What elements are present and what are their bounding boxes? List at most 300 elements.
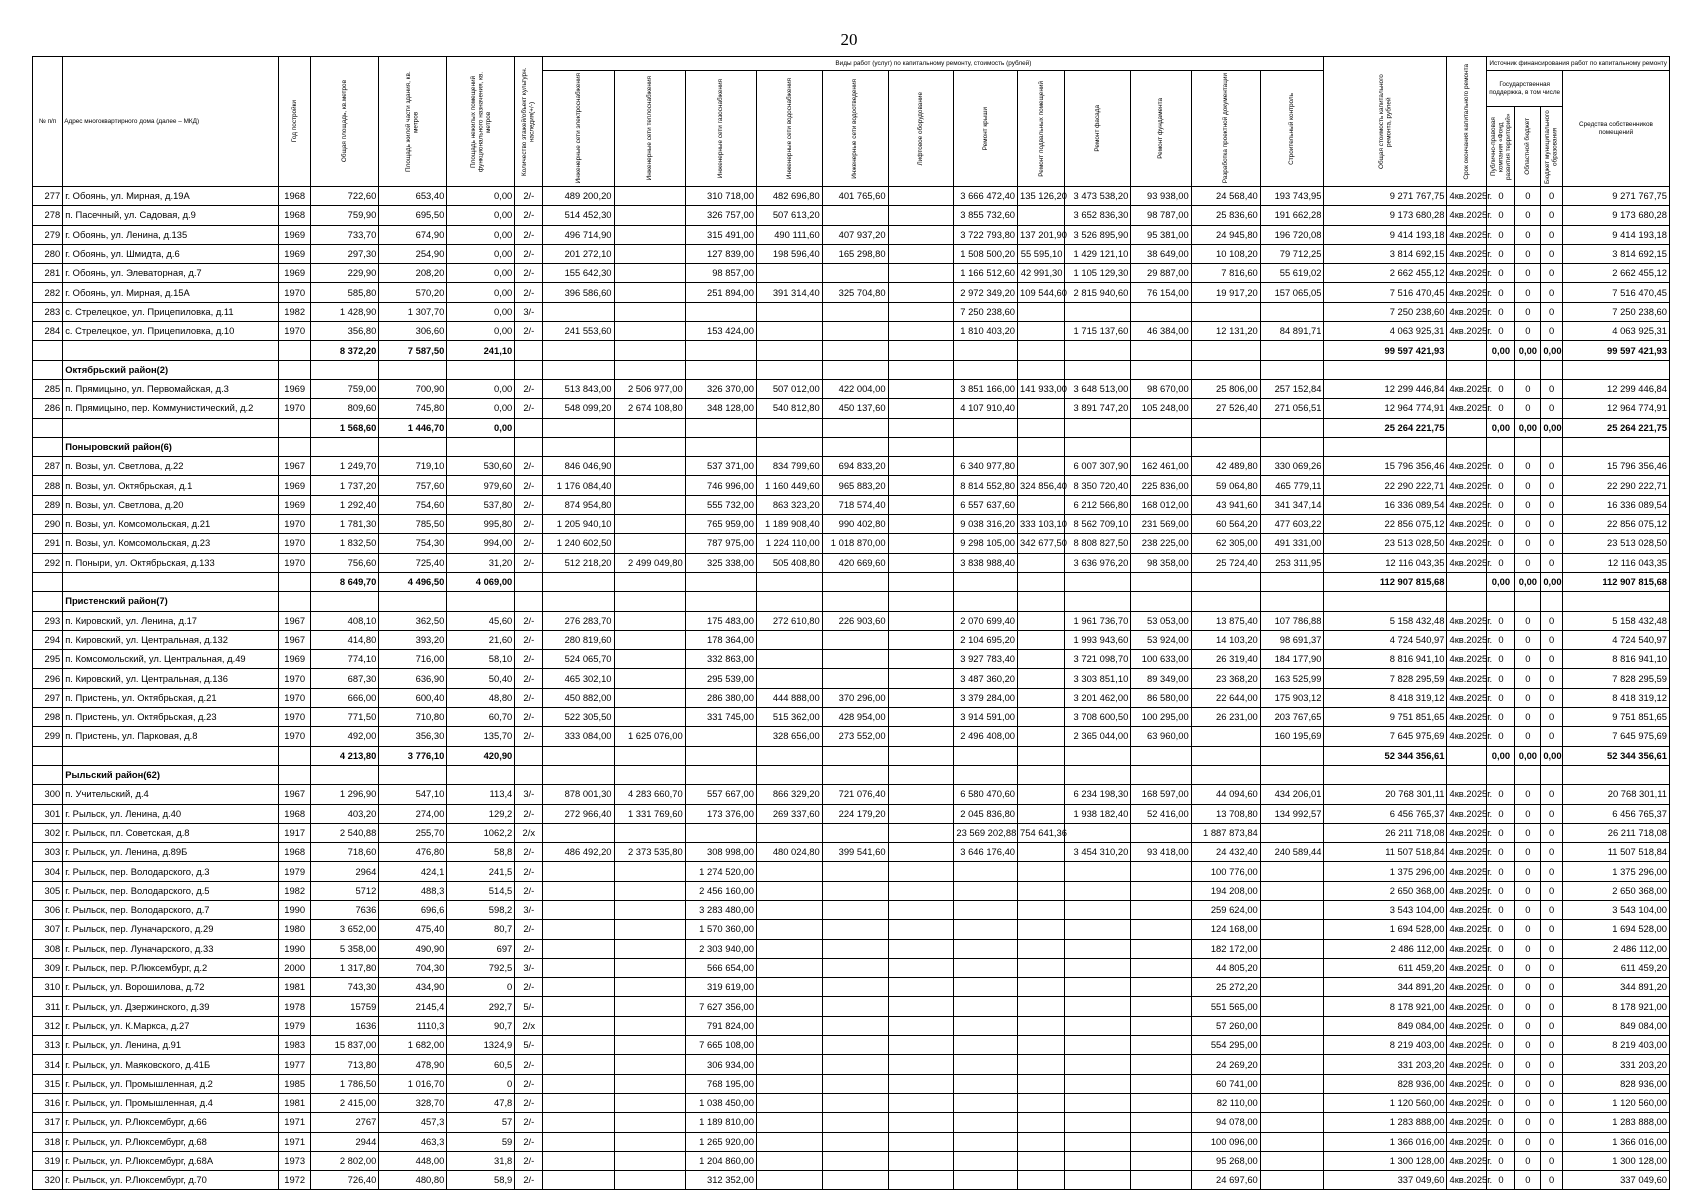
- cell-no: 316: [33, 1093, 63, 1112]
- cell-w11: 62 305,00: [1191, 534, 1260, 553]
- table-row: [33, 843, 1670, 862]
- cell-addr: г. Обоянь, ул. Мирная, д.15А: [63, 283, 279, 302]
- cell-w2: [614, 823, 685, 842]
- cell-w8: [1018, 958, 1065, 977]
- cell-fl: 2/-: [515, 862, 543, 881]
- cell-w11: 24 432,40: [1191, 843, 1260, 862]
- cell-f2: 0: [1515, 553, 1541, 572]
- cell-f3: 0,00: [1541, 572, 1563, 591]
- cell-addr: г. Рыльск, пер. Володарского, д.7: [63, 900, 279, 919]
- cell-fl: 2/-: [515, 515, 543, 534]
- cell-w2: 2 506 977,00: [614, 379, 685, 398]
- cell-la: 1 682,00: [379, 1036, 447, 1055]
- cell-w11: 44 094,60: [1191, 785, 1260, 804]
- cell-term: 4кв.2025г.: [1447, 630, 1487, 649]
- cell-ta: 356,80: [311, 322, 379, 341]
- cell-w9: 3 303 851,10: [1065, 669, 1131, 688]
- cell-la: 4 496,50: [379, 572, 447, 591]
- cell-w7: 1 166 512,60: [954, 264, 1018, 283]
- cell-empty: [279, 360, 311, 379]
- cell-w3: 348 128,00: [685, 399, 756, 418]
- cell-w4: [756, 264, 822, 283]
- header-w2: Инженерные сети теплоснабжения: [614, 71, 685, 187]
- cell-na: 995,80: [447, 515, 515, 534]
- cell-w3: [685, 302, 756, 321]
- cell-w11: 27 526,40: [1191, 399, 1260, 418]
- cell-w6: [888, 997, 954, 1016]
- cell-w4: [756, 978, 822, 997]
- cell-addr: г. Рыльск, ул. Р.Люксембург, д.70: [63, 1171, 279, 1190]
- cell-w5: [822, 1016, 888, 1035]
- cell-w10: [1131, 862, 1191, 881]
- cell-w11: 26 231,00: [1191, 708, 1260, 727]
- header-w1: Инженерные сети электроснабжения: [543, 71, 614, 187]
- cell-w6: [888, 572, 954, 591]
- cell-na: 58,10: [447, 650, 515, 669]
- cell-w1: 878 001,30: [543, 785, 614, 804]
- cell-w7: 9 298 105,00: [954, 534, 1018, 553]
- cell-term: [1447, 418, 1487, 437]
- cell-empty: [822, 592, 888, 611]
- cell-w8: 754 641,36: [1018, 823, 1065, 842]
- cell-w11: 23 368,20: [1191, 669, 1260, 688]
- cell-w12: [1260, 341, 1324, 360]
- cell-la: 696,6: [379, 900, 447, 919]
- cell-w2: [614, 1016, 685, 1035]
- cell-w8: [1018, 939, 1065, 958]
- cell-total: 7 250 238,60: [1324, 302, 1447, 321]
- cell-f2: 0: [1515, 900, 1541, 919]
- cell-w10: [1131, 1055, 1191, 1074]
- district-header-row: [33, 437, 1670, 456]
- cell-w8: [1018, 727, 1065, 746]
- cell-w5: 420 669,60: [822, 553, 888, 572]
- cell-na: 80,7: [447, 920, 515, 939]
- cell-term: [1447, 746, 1487, 765]
- cell-w10: [1131, 978, 1191, 997]
- cell-empty: [756, 437, 822, 456]
- cell-w1: [543, 823, 614, 842]
- cell-no: 287: [33, 457, 63, 476]
- cell-empty: [1541, 765, 1563, 784]
- cell-w9: [1065, 900, 1131, 919]
- cell-w12: [1260, 1055, 1324, 1074]
- cell-total: 1 375 296,00: [1324, 862, 1447, 881]
- cell-total: 9 414 193,18: [1324, 225, 1447, 244]
- cell-empty: [543, 765, 614, 784]
- cell-own: 3 543 104,00: [1562, 900, 1669, 919]
- cell-w6: [888, 1036, 954, 1055]
- cell-no: 283: [33, 302, 63, 321]
- cell-w4: 515 362,00: [756, 708, 822, 727]
- cell-own: 344 891,20: [1562, 978, 1669, 997]
- cell-w4: [756, 1036, 822, 1055]
- cell-empty: [1541, 360, 1563, 379]
- cell-w1: 396 586,60: [543, 283, 614, 302]
- cell-w7: 2 045 836,80: [954, 804, 1018, 823]
- cell-w6: [888, 264, 954, 283]
- cell-w5: [822, 920, 888, 939]
- cell-w6: [888, 302, 954, 321]
- page-number: 20: [840, 30, 858, 49]
- cell-f3: 0: [1541, 379, 1563, 398]
- cell-w3: [685, 727, 756, 746]
- cell-w9: [1065, 939, 1131, 958]
- cell-na: 979,60: [447, 476, 515, 495]
- cell-w7: [954, 1151, 1018, 1170]
- cell-ta: 1 737,20: [311, 476, 379, 495]
- cell-ta: 15 837,00: [311, 1036, 379, 1055]
- cell-la: 725,40: [379, 553, 447, 572]
- cell-w2: [614, 1132, 685, 1151]
- cell-w1: 512 218,20: [543, 553, 614, 572]
- cell-f3: 0: [1541, 1171, 1563, 1190]
- cell-term: 4кв.2025г.: [1447, 1171, 1487, 1190]
- cell-own: 611 459,20: [1562, 958, 1669, 977]
- cell-w7: 3 855 732,60: [954, 206, 1018, 225]
- cell-w10: [1131, 1113, 1191, 1132]
- cell-w12: 84 891,71: [1260, 322, 1324, 341]
- cell-f1: 0: [1487, 399, 1515, 418]
- cell-empty: [614, 765, 685, 784]
- cell-w5: [822, 1113, 888, 1132]
- cell-no: 290: [33, 515, 63, 534]
- cell-ta: 1 781,30: [311, 515, 379, 534]
- cell-w4: [756, 920, 822, 939]
- cell-w10: 98 670,00: [1131, 379, 1191, 398]
- cell-w6: [888, 881, 954, 900]
- cell-total: 1 694 528,00: [1324, 920, 1447, 939]
- cell-w3: 765 959,00: [685, 515, 756, 534]
- cell-w1: [543, 418, 614, 437]
- cell-w2: [614, 997, 685, 1016]
- cell-w5: [822, 939, 888, 958]
- cell-fl: 2/-: [515, 978, 543, 997]
- cell-addr: с. Стрелецкое, ул. Прицепиловка, д.11: [63, 302, 279, 321]
- cell-w1: 280 819,60: [543, 630, 614, 649]
- cell-ta: 733,70: [311, 225, 379, 244]
- cell-addr: п. Прямицыно, ул. Первомайская, д.3: [63, 379, 279, 398]
- cell-la: 600,40: [379, 688, 447, 707]
- cell-f1: 0: [1487, 1151, 1515, 1170]
- cell-empty: [33, 592, 63, 611]
- cell-f1: 0: [1487, 1036, 1515, 1055]
- cell-w10: [1131, 1151, 1191, 1170]
- cell-w4: [756, 823, 822, 842]
- cell-empty: [447, 437, 515, 456]
- cell-f1: 0: [1487, 1055, 1515, 1074]
- cell-w2: [614, 1171, 685, 1190]
- cell-na: 47,8: [447, 1093, 515, 1112]
- cell-w4: 272 610,80: [756, 611, 822, 630]
- cell-w1: 276 283,70: [543, 611, 614, 630]
- table-row: [33, 1016, 1670, 1035]
- cell-w2: [614, 264, 685, 283]
- cell-w2: [614, 1055, 685, 1074]
- cell-w1: 496 714,90: [543, 225, 614, 244]
- cell-addr: п. Поныри, ул. Октябрьская, д.133: [63, 553, 279, 572]
- cell-w5: 325 704,80: [822, 283, 888, 302]
- cell-w7: [954, 881, 1018, 900]
- cell-f2: 0: [1515, 379, 1541, 398]
- cell-term: 4кв.2025г.: [1447, 1055, 1487, 1074]
- cell-addr: п. Пристень, ул. Октябрьская, д.21: [63, 688, 279, 707]
- cell-w2: 1 625 076,00: [614, 727, 685, 746]
- cell-w12: [1260, 1113, 1324, 1132]
- cell-w12: 184 177,90: [1260, 650, 1324, 669]
- cell-ta: 229,90: [311, 264, 379, 283]
- cell-no: 285: [33, 379, 63, 398]
- cell-total: 6 456 765,37: [1324, 804, 1447, 823]
- cell-empty: [1324, 765, 1447, 784]
- cell-w7: [954, 862, 1018, 881]
- cell-w8: 324 856,40: [1018, 476, 1065, 495]
- cell-ta: 809,60: [311, 399, 379, 418]
- cell-w5: [822, 572, 888, 591]
- cell-ta: 2964: [311, 862, 379, 881]
- cell-w3: 175 483,00: [685, 611, 756, 630]
- cell-addr: г. Рыльск, ул. Ленина, д.89Б: [63, 843, 279, 862]
- cell-w9: 3 721 098,70: [1065, 650, 1131, 669]
- cell-addr: г. Рыльск, ул. Р.Люксембург, д.68: [63, 1132, 279, 1151]
- cell-fl: 2/-: [515, 225, 543, 244]
- cell-w4: 834 799,60: [756, 457, 822, 476]
- cell-w8: [1018, 746, 1065, 765]
- cell-w12: 134 992,57: [1260, 804, 1324, 823]
- cell-w11: 25 836,60: [1191, 206, 1260, 225]
- cell-f2: 0: [1515, 476, 1541, 495]
- cell-w11: 554 295,00: [1191, 1036, 1260, 1055]
- cell-w3: [685, 418, 756, 437]
- cell-empty: [1447, 437, 1487, 456]
- table-row: [33, 688, 1670, 707]
- cell-w12: 465 779,11: [1260, 476, 1324, 495]
- cell-no: [33, 341, 63, 360]
- cell-fl: [515, 341, 543, 360]
- cell-fl: 2/-: [515, 939, 543, 958]
- cell-w7: 23 569 202,88: [954, 823, 1018, 842]
- cell-w5: 428 954,00: [822, 708, 888, 727]
- cell-no: 281: [33, 264, 63, 283]
- cell-total: 9 751 851,65: [1324, 708, 1447, 727]
- cell-w2: [614, 746, 685, 765]
- cell-w8: 55 595,10: [1018, 244, 1065, 263]
- cell-w11: [1191, 746, 1260, 765]
- cell-w6: [888, 495, 954, 514]
- cell-f3: 0: [1541, 225, 1563, 244]
- cell-w1: [543, 1151, 614, 1170]
- table-row: [33, 900, 1670, 919]
- cell-w12: 175 903,12: [1260, 688, 1324, 707]
- header-living-area: Площадь жилой части здания, кв. метров: [379, 57, 447, 187]
- subtotal-row: [33, 341, 1670, 360]
- cell-no: 293: [33, 611, 63, 630]
- cell-la: 695,50: [379, 206, 447, 225]
- cell-term: 4кв.2025г.: [1447, 1113, 1487, 1132]
- table-row: [33, 804, 1670, 823]
- cell-own: 4 063 925,31: [1562, 322, 1669, 341]
- cell-no: 304: [33, 862, 63, 881]
- cell-addr: п. Пасечный, ул. Садовая, д.9: [63, 206, 279, 225]
- cell-w11: 551 565,00: [1191, 997, 1260, 1016]
- cell-fl: 2/-: [515, 611, 543, 630]
- cell-w10: 76 154,00: [1131, 283, 1191, 302]
- cell-fl: [515, 572, 543, 591]
- cell-w10: 29 887,00: [1131, 264, 1191, 283]
- cell-na: 514,5: [447, 881, 515, 900]
- cell-w9: [1065, 920, 1131, 939]
- table-row: [33, 939, 1670, 958]
- cell-w6: [888, 785, 954, 804]
- cell-w2: 2 674 108,80: [614, 399, 685, 418]
- cell-w10: 53 924,00: [1131, 630, 1191, 649]
- cell-own: 26 211 718,08: [1562, 823, 1669, 842]
- cell-w8: [1018, 1132, 1065, 1151]
- cell-total: 12 116 043,35: [1324, 553, 1447, 572]
- cell-addr: г. Рыльск, ул. Промышленная, д.4: [63, 1093, 279, 1112]
- cell-ta: 585,80: [311, 283, 379, 302]
- cell-w4: [756, 1171, 822, 1190]
- cell-empty: [1487, 437, 1515, 456]
- cell-empty: [33, 437, 63, 456]
- cell-w12: [1260, 900, 1324, 919]
- cell-w4: 507 012,00: [756, 379, 822, 398]
- cell-w12: [1260, 302, 1324, 321]
- cell-empty: [1131, 592, 1191, 611]
- cell-w3: 127 839,00: [685, 244, 756, 263]
- cell-total: 2 662 455,12: [1324, 264, 1447, 283]
- cell-f1: 0: [1487, 1074, 1515, 1093]
- cell-year: 1990: [279, 939, 311, 958]
- cell-addr: г. Рыльск, ул. Маяковского, д.41Б: [63, 1055, 279, 1074]
- cell-empty: [1447, 765, 1487, 784]
- cell-empty: [1515, 765, 1541, 784]
- cell-ta: 8 649,70: [311, 572, 379, 591]
- cell-f1: 0: [1487, 1113, 1515, 1132]
- cell-no: 297: [33, 688, 63, 707]
- cell-f3: 0: [1541, 1093, 1563, 1112]
- cell-w4: [756, 1016, 822, 1035]
- cell-w2: [614, 1113, 685, 1132]
- cell-la: 274,00: [379, 804, 447, 823]
- cell-total: 99 597 421,93: [1324, 341, 1447, 360]
- cell-w11: 60 741,00: [1191, 1074, 1260, 1093]
- cell-la: 636,90: [379, 669, 447, 688]
- cell-w3: 3 283 480,00: [685, 900, 756, 919]
- cell-f3: 0,00: [1541, 341, 1563, 360]
- cell-w3: 566 654,00: [685, 958, 756, 977]
- cell-w10: 231 569,00: [1131, 515, 1191, 534]
- cell-own: 2 662 455,12: [1562, 264, 1669, 283]
- district-name: Пристенский район(7): [63, 592, 279, 611]
- cell-w5: 1 018 870,00: [822, 534, 888, 553]
- cell-ta: 1 296,90: [311, 785, 379, 804]
- cell-f2: 0: [1515, 1132, 1541, 1151]
- cell-f1: 0: [1487, 785, 1515, 804]
- cell-w1: 846 046,90: [543, 457, 614, 476]
- cell-total: 23 513 028,50: [1324, 534, 1447, 553]
- cell-w7: 3 666 472,40: [954, 187, 1018, 206]
- cell-empty: [888, 592, 954, 611]
- cell-total: 4 724 540,97: [1324, 630, 1447, 649]
- cell-w7: 1 508 500,20: [954, 244, 1018, 263]
- cell-w1: [543, 1036, 614, 1055]
- cell-w4: [756, 746, 822, 765]
- cell-year: 1968: [279, 187, 311, 206]
- cell-w5: 273 552,00: [822, 727, 888, 746]
- cell-w1: [543, 1016, 614, 1035]
- cell-w10: [1131, 1016, 1191, 1035]
- header-num: № п/п: [33, 57, 63, 187]
- cell-ta: 759,90: [311, 206, 379, 225]
- cell-total: 337 049,60: [1324, 1171, 1447, 1190]
- cell-w12: [1260, 1016, 1324, 1035]
- cell-no: 305: [33, 881, 63, 900]
- cell-no: 277: [33, 187, 63, 206]
- header-w6: Лифтовое оборудование: [888, 71, 954, 187]
- cell-w2: [614, 302, 685, 321]
- cell-f1: 0: [1487, 1016, 1515, 1035]
- cell-la: 2145,4: [379, 997, 447, 1016]
- cell-la: 475,40: [379, 920, 447, 939]
- cell-w5: 401 765,60: [822, 187, 888, 206]
- cell-year: 2000: [279, 958, 311, 977]
- table-row: [33, 476, 1670, 495]
- cell-f1: 0: [1487, 1093, 1515, 1112]
- header-f1: Публично-правовая компания «Фонд развития территорий»: [1487, 107, 1515, 187]
- cell-w7: [954, 572, 1018, 591]
- cell-fl: 2/-: [515, 1171, 543, 1190]
- cell-w2: [614, 920, 685, 939]
- cell-term: 4кв.2025г.: [1447, 283, 1487, 302]
- cell-w1: [543, 341, 614, 360]
- cell-w1: [543, 958, 614, 977]
- cell-w8: [1018, 900, 1065, 919]
- cell-la: 208,20: [379, 264, 447, 283]
- header-w12: Строительный контроль: [1260, 71, 1324, 187]
- header-nonres-area: Площадь нежилых помещений функционального назначения, кв. метров: [447, 57, 515, 187]
- cell-w4: [756, 900, 822, 919]
- cell-own: 25 264 221,75: [1562, 418, 1669, 437]
- header-w9: Ремонт фасада: [1065, 71, 1131, 187]
- cell-year: 1978: [279, 997, 311, 1016]
- cell-f2: 0: [1515, 862, 1541, 881]
- cell-w12: [1260, 1093, 1324, 1112]
- cell-own: 5 158 432,48: [1562, 611, 1669, 630]
- table-row: [33, 630, 1670, 649]
- cell-f1: 0: [1487, 708, 1515, 727]
- cell-own: 7 645 975,69: [1562, 727, 1669, 746]
- table-row: [33, 534, 1670, 553]
- cell-w4: [756, 881, 822, 900]
- cell-na: 292,7: [447, 997, 515, 1016]
- cell-w2: [614, 1074, 685, 1093]
- cell-total: 1 300 128,00: [1324, 1151, 1447, 1170]
- cell-year: [279, 746, 311, 765]
- cell-no: 298: [33, 708, 63, 727]
- cell-w8: [1018, 1016, 1065, 1035]
- cell-w10: 98 787,00: [1131, 206, 1191, 225]
- cell-f1: 0: [1487, 823, 1515, 842]
- cell-f1: 0: [1487, 862, 1515, 881]
- cell-empty: [756, 360, 822, 379]
- cell-empty: [279, 765, 311, 784]
- cell-w4: 507 613,20: [756, 206, 822, 225]
- cell-f2: 0,00: [1515, 746, 1541, 765]
- cell-na: 129,2: [447, 804, 515, 823]
- cell-f1: 0: [1487, 997, 1515, 1016]
- cell-w4: 540 812,80: [756, 399, 822, 418]
